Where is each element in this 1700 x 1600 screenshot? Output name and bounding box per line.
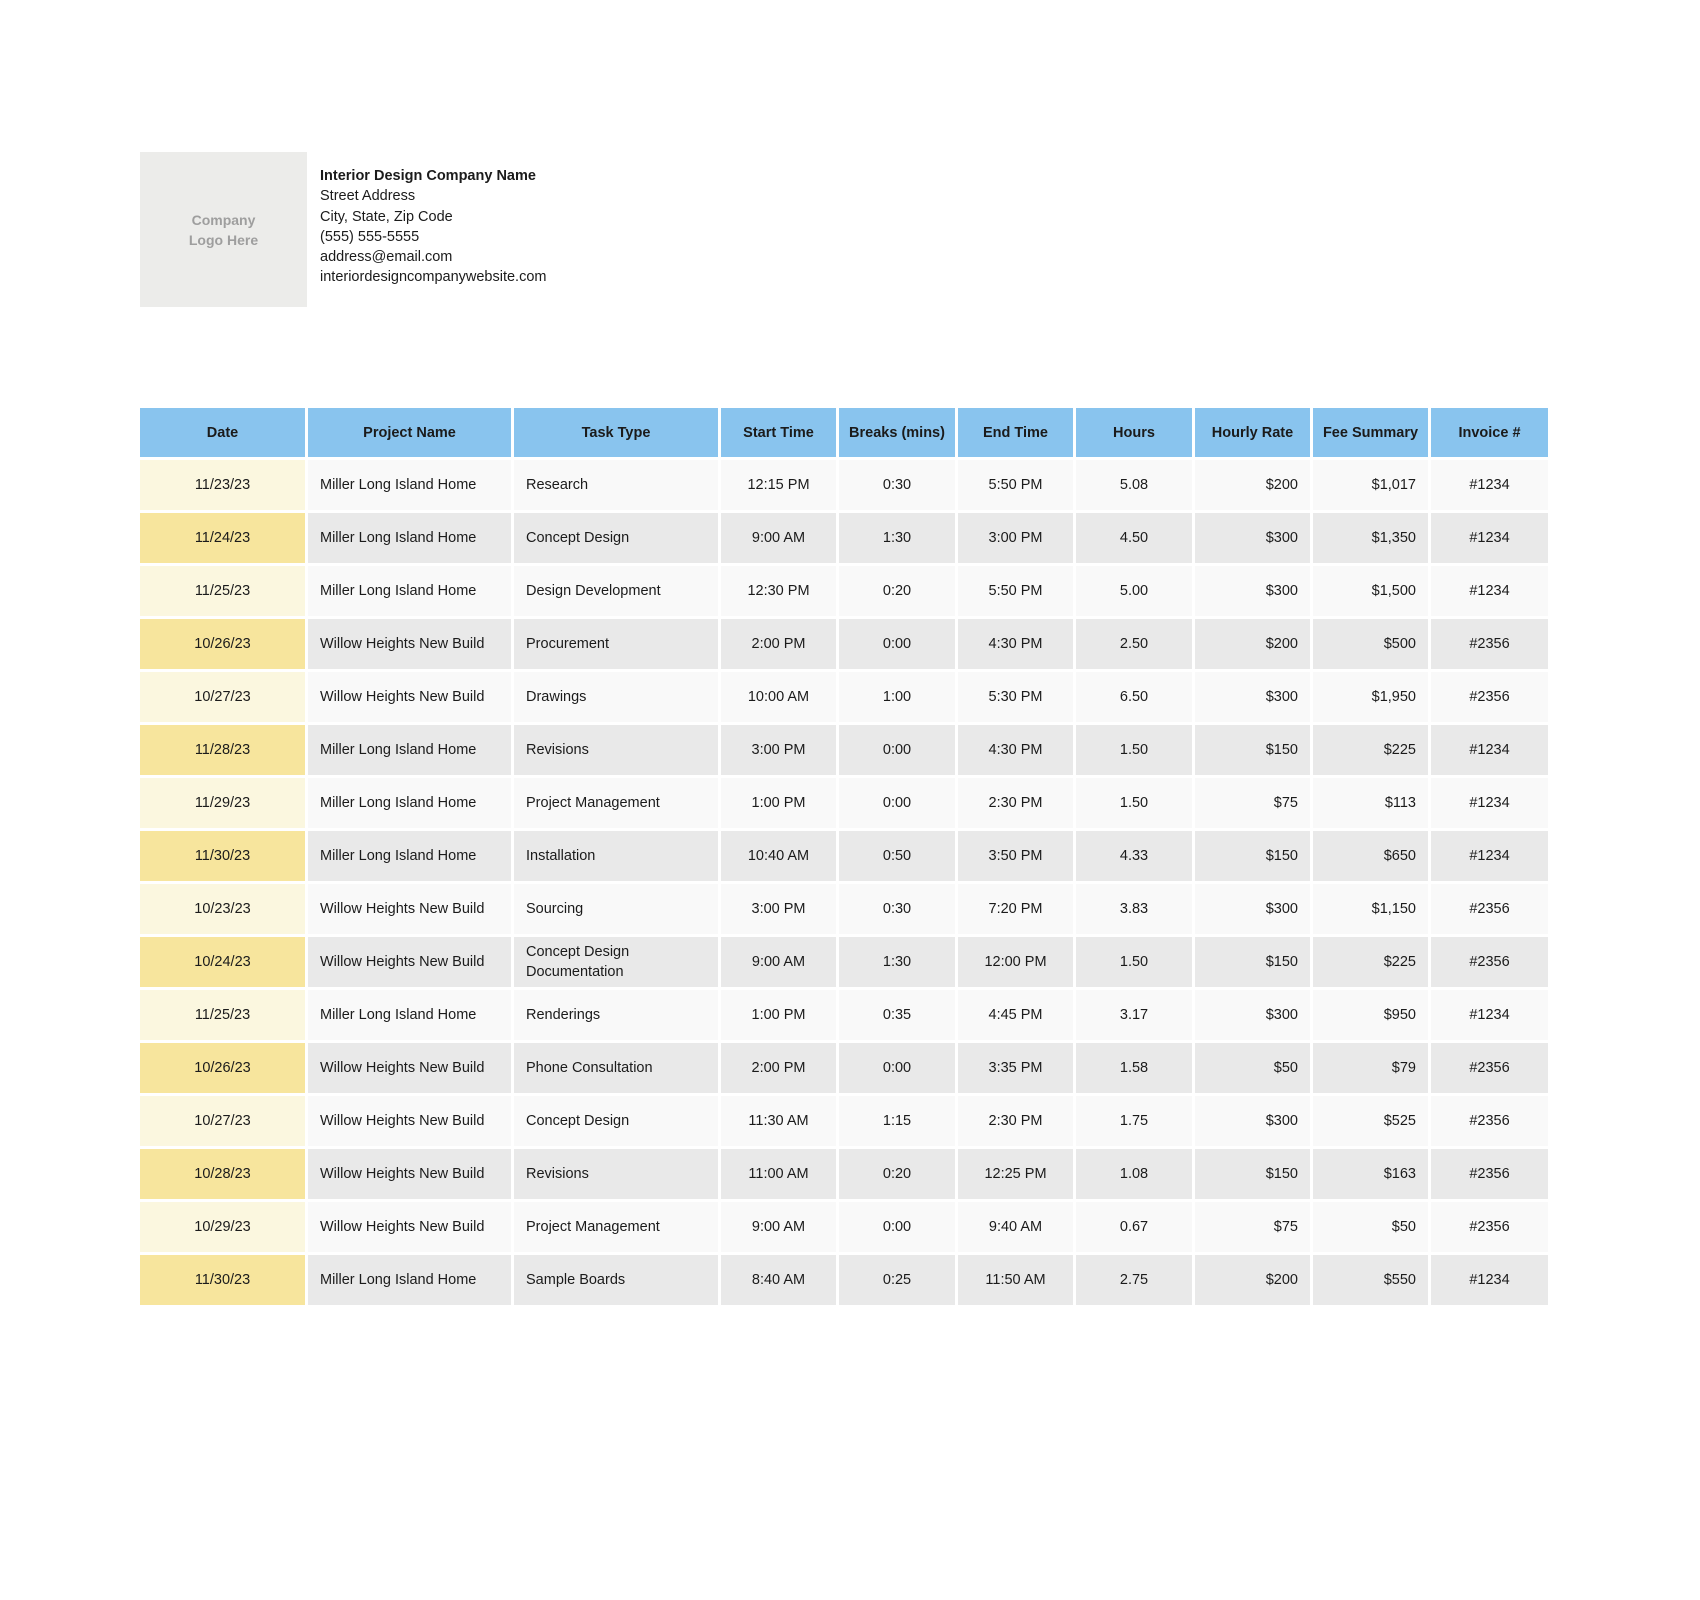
cell-breaks: 1:30 (839, 513, 958, 566)
company-name: Interior Design Company Name (320, 168, 536, 184)
cell-hourly-rate: $150 (1195, 1149, 1313, 1202)
logo-line-1: Company (191, 211, 256, 228)
cell-start-time: 10:00 AM (721, 672, 839, 725)
cell-breaks: 0:50 (839, 831, 958, 884)
company-city: City, State, Zip Code (320, 208, 453, 225)
logo-placeholder-text (179, 210, 269, 250)
cell-task-type: Revisions (514, 1149, 721, 1202)
cell-breaks: 0:20 (839, 566, 958, 619)
cell-fee-summary: $950 (1313, 990, 1431, 1043)
cell-invoice: #2356 (1431, 1149, 1548, 1202)
header-task-type: Task Type (514, 408, 721, 460)
table-row (140, 513, 1548, 566)
cell-invoice: #2356 (1431, 884, 1548, 937)
cell-project-name: Miller Long Island Home (308, 831, 514, 884)
cell-hours: 6.50 (1076, 672, 1195, 725)
cell-invoice: #2356 (1431, 672, 1548, 725)
cell-task-type: Design Development (514, 566, 721, 619)
cell-fee-summary: $225 (1313, 937, 1431, 990)
cell-fee-summary: $225 (1313, 725, 1431, 778)
cell-task-type: Concept Design Documentation (514, 937, 721, 990)
cell-hours: 1.50 (1076, 778, 1195, 831)
cell-invoice: #1234 (1431, 778, 1548, 831)
cell-invoice: #1234 (1431, 460, 1548, 513)
cell-hours: 1.75 (1076, 1096, 1195, 1149)
table-row (140, 831, 1548, 884)
cell-start-time: 3:00 PM (721, 725, 839, 778)
cell-date: 11/23/23 (140, 460, 308, 513)
cell-hourly-rate: $150 (1195, 725, 1313, 778)
cell-hours: 2.50 (1076, 619, 1195, 672)
cell-invoice: #2356 (1431, 619, 1548, 672)
cell-breaks: 1:00 (839, 672, 958, 725)
cell-hourly-rate: $300 (1195, 1096, 1313, 1149)
cell-date: 11/25/23 (140, 990, 308, 1043)
cell-hourly-rate: $300 (1195, 513, 1313, 566)
cell-hours: 1.58 (1076, 1043, 1195, 1096)
cell-invoice: #1234 (1431, 990, 1548, 1043)
cell-end-time: 7:20 PM (958, 884, 1076, 937)
table-header-row (140, 408, 1548, 460)
cell-task-type: Project Management (514, 778, 721, 831)
cell-end-time: 5:30 PM (958, 672, 1076, 725)
cell-end-time: 12:00 PM (958, 937, 1076, 990)
cell-invoice: #2356 (1431, 1202, 1548, 1255)
table-row (140, 884, 1548, 937)
table-row (140, 1096, 1548, 1149)
cell-fee-summary: $1,150 (1313, 884, 1431, 937)
cell-breaks: 0:35 (839, 990, 958, 1043)
cell-fee-summary: $50 (1313, 1202, 1431, 1255)
cell-date: 11/28/23 (140, 725, 308, 778)
cell-start-time: 11:30 AM (721, 1096, 839, 1149)
cell-start-time: 12:30 PM (721, 566, 839, 619)
cell-fee-summary: $1,017 (1313, 460, 1431, 513)
company-info (320, 166, 546, 288)
cell-task-type: Renderings (514, 990, 721, 1043)
cell-invoice: #1234 (1431, 566, 1548, 619)
cell-start-time: 3:00 PM (721, 884, 839, 937)
cell-task-type: Sourcing (514, 884, 721, 937)
cell-hourly-rate: $300 (1195, 884, 1313, 937)
cell-project-name: Miller Long Island Home (308, 566, 514, 619)
cell-breaks: 0:00 (839, 778, 958, 831)
cell-hourly-rate: $200 (1195, 1255, 1313, 1308)
cell-hours: 3.83 (1076, 884, 1195, 937)
cell-date: 10/26/23 (140, 619, 308, 672)
cell-fee-summary: $113 (1313, 778, 1431, 831)
cell-end-time: 3:35 PM (958, 1043, 1076, 1096)
cell-project-name: Miller Long Island Home (308, 460, 514, 513)
cell-hourly-rate: $300 (1195, 990, 1313, 1043)
cell-breaks: 1:30 (839, 937, 958, 990)
header-start-time: Start Time (721, 408, 839, 460)
cell-hourly-rate: $150 (1195, 831, 1313, 884)
cell-end-time: 4:30 PM (958, 725, 1076, 778)
cell-start-time: 12:15 PM (721, 460, 839, 513)
cell-breaks: 0:30 (839, 884, 958, 937)
cell-end-time: 2:30 PM (958, 1096, 1076, 1149)
cell-end-time: 9:40 AM (958, 1202, 1076, 1255)
cell-start-time: 2:00 PM (721, 1043, 839, 1096)
cell-end-time: 5:50 PM (958, 460, 1076, 513)
cell-project-name: Miller Long Island Home (308, 990, 514, 1043)
header-project-name: Project Name (308, 408, 514, 460)
cell-fee-summary: $1,950 (1313, 672, 1431, 725)
company-website: interiordesigncompanywebsite.com (320, 269, 547, 286)
header-fee-summary: Fee Summary (1313, 408, 1431, 460)
cell-hourly-rate: $75 (1195, 778, 1313, 831)
cell-invoice: #2356 (1431, 1096, 1548, 1149)
cell-task-type: Project Management (514, 1202, 721, 1255)
cell-date: 11/29/23 (140, 778, 308, 831)
cell-breaks: 0:00 (839, 1043, 958, 1096)
table-row (140, 937, 1548, 990)
cell-hours: 2.75 (1076, 1255, 1195, 1308)
cell-breaks: 0:30 (839, 460, 958, 513)
cell-hours: 3.17 (1076, 990, 1195, 1043)
cell-project-name: Willow Heights New Build (308, 937, 514, 990)
timesheet-table (140, 408, 1548, 1308)
table-row (140, 1255, 1548, 1308)
cell-hourly-rate: $50 (1195, 1043, 1313, 1096)
table-row (140, 990, 1548, 1043)
cell-fee-summary: $163 (1313, 1149, 1431, 1202)
cell-hours: 1.08 (1076, 1149, 1195, 1202)
cell-project-name: Willow Heights New Build (308, 884, 514, 937)
cell-project-name: Willow Heights New Build (308, 1043, 514, 1096)
cell-task-type: Concept Design (514, 1096, 721, 1149)
cell-hours: 5.08 (1076, 460, 1195, 513)
cell-end-time: 12:25 PM (958, 1149, 1076, 1202)
cell-project-name: Willow Heights New Build (308, 672, 514, 725)
cell-hours: 0.67 (1076, 1202, 1195, 1255)
cell-start-time: 2:00 PM (721, 619, 839, 672)
cell-fee-summary: $79 (1313, 1043, 1431, 1096)
cell-hourly-rate: $75 (1195, 1202, 1313, 1255)
cell-invoice: #1234 (1431, 1255, 1548, 1308)
cell-start-time: 9:00 AM (721, 1202, 839, 1255)
cell-hours: 1.50 (1076, 937, 1195, 990)
cell-hourly-rate: $200 (1195, 619, 1313, 672)
cell-fee-summary: $1,500 (1313, 566, 1431, 619)
cell-hours: 4.33 (1076, 831, 1195, 884)
table-row (140, 725, 1548, 778)
cell-start-time: 8:40 AM (721, 1255, 839, 1308)
cell-task-type: Research (514, 460, 721, 513)
cell-hourly-rate: $300 (1195, 672, 1313, 725)
cell-breaks: 0:00 (839, 1202, 958, 1255)
cell-task-type: Procurement (514, 619, 721, 672)
cell-date: 10/28/23 (140, 1149, 308, 1202)
cell-breaks: 0:00 (839, 619, 958, 672)
cell-date: 10/27/23 (140, 1096, 308, 1149)
company-email: address@email.com (320, 249, 453, 266)
cell-project-name: Miller Long Island Home (308, 778, 514, 831)
cell-breaks: 0:25 (839, 1255, 958, 1308)
cell-fee-summary: $525 (1313, 1096, 1431, 1149)
cell-date: 11/25/23 (140, 566, 308, 619)
cell-end-time: 3:00 PM (958, 513, 1076, 566)
cell-hours: 5.00 (1076, 566, 1195, 619)
cell-hourly-rate: $150 (1195, 937, 1313, 990)
header-date: Date (140, 408, 308, 460)
cell-project-name: Willow Heights New Build (308, 1149, 514, 1202)
cell-task-type: Installation (514, 831, 721, 884)
cell-start-time: 1:00 PM (721, 990, 839, 1043)
cell-project-name: Willow Heights New Build (308, 1096, 514, 1149)
table-row (140, 1043, 1548, 1096)
cell-task-type: Concept Design (514, 513, 721, 566)
cell-project-name: Miller Long Island Home (308, 1255, 514, 1308)
cell-breaks: 1:15 (839, 1096, 958, 1149)
table-row (140, 672, 1548, 725)
cell-task-type: Phone Consultation (514, 1043, 721, 1096)
cell-task-type: Revisions (514, 725, 721, 778)
cell-start-time: 10:40 AM (721, 831, 839, 884)
cell-invoice: #1234 (1431, 831, 1548, 884)
cell-end-time: 4:30 PM (958, 619, 1076, 672)
cell-invoice: #2356 (1431, 1043, 1548, 1096)
header-end-time: End Time (958, 408, 1076, 460)
cell-start-time: 1:00 PM (721, 778, 839, 831)
table-row (140, 619, 1548, 672)
cell-invoice: #1234 (1431, 513, 1548, 566)
table-row (140, 778, 1548, 831)
cell-task-type: Sample Boards (514, 1255, 721, 1308)
company-logo-placeholder (140, 152, 307, 307)
cell-project-name: Willow Heights New Build (308, 619, 514, 672)
cell-hourly-rate: $300 (1195, 566, 1313, 619)
cell-project-name: Miller Long Island Home (308, 513, 514, 566)
cell-start-time: 9:00 AM (721, 937, 839, 990)
cell-project-name: Miller Long Island Home (308, 725, 514, 778)
logo-line-2: Logo Here (188, 231, 259, 248)
cell-date: 10/23/23 (140, 884, 308, 937)
cell-end-time: 3:50 PM (958, 831, 1076, 884)
header-hours: Hours (1076, 408, 1195, 460)
cell-end-time: 2:30 PM (958, 778, 1076, 831)
cell-start-time: 11:00 AM (721, 1149, 839, 1202)
cell-breaks: 0:00 (839, 725, 958, 778)
cell-date: 10/24/23 (140, 937, 308, 990)
cell-end-time: 5:50 PM (958, 566, 1076, 619)
table-row (140, 1202, 1548, 1255)
header-invoice: Invoice # (1431, 408, 1548, 460)
cell-hours: 4.50 (1076, 513, 1195, 566)
cell-end-time: 11:50 AM (958, 1255, 1076, 1308)
cell-end-time: 4:45 PM (958, 990, 1076, 1043)
table-row (140, 1149, 1548, 1202)
cell-date: 10/29/23 (140, 1202, 308, 1255)
header-hourly-rate: Hourly Rate (1195, 408, 1313, 460)
cell-task-type: Drawings (514, 672, 721, 725)
company-street: Street Address (320, 188, 416, 205)
cell-start-time: 9:00 AM (721, 513, 839, 566)
cell-breaks: 0:20 (839, 1149, 958, 1202)
cell-invoice: #2356 (1431, 937, 1548, 990)
table-row (140, 566, 1548, 619)
cell-fee-summary: $650 (1313, 831, 1431, 884)
cell-project-name: Willow Heights New Build (308, 1202, 514, 1255)
table-row (140, 460, 1548, 513)
cell-hours: 1.50 (1076, 725, 1195, 778)
cell-fee-summary: $550 (1313, 1255, 1431, 1308)
cell-date: 10/27/23 (140, 672, 308, 725)
cell-date: 11/24/23 (140, 513, 308, 566)
timesheet-table-container (140, 408, 1548, 1308)
cell-invoice: #1234 (1431, 725, 1548, 778)
cell-hourly-rate: $200 (1195, 460, 1313, 513)
header-breaks: Breaks (mins) (839, 408, 958, 460)
cell-date: 11/30/23 (140, 1255, 308, 1308)
cell-fee-summary: $500 (1313, 619, 1431, 672)
cell-date: 11/30/23 (140, 831, 308, 884)
cell-date: 10/26/23 (140, 1043, 308, 1096)
cell-fee-summary: $1,350 (1313, 513, 1431, 566)
company-phone: (555) 555-5555 (320, 228, 420, 245)
table-body (140, 460, 1548, 1308)
